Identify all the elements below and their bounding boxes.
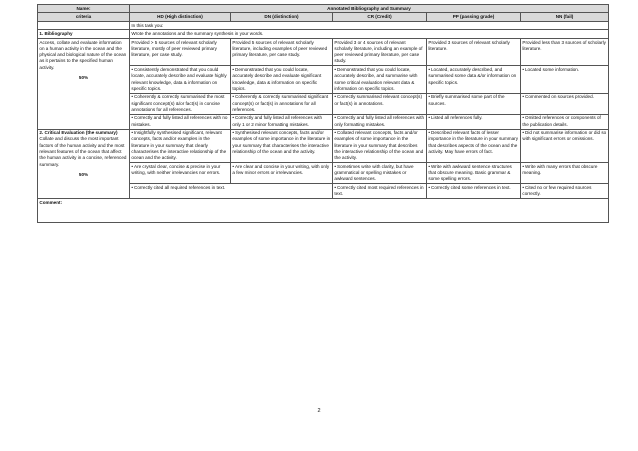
cell: • Commented on sources provided.	[521, 93, 609, 114]
cell: • Are crystal clear, concise & precise in your writing, with neither irrelevancies nor errors.	[130, 163, 231, 184]
cell: • Correctly and fully listed all references with only formatting mistakes.	[333, 114, 427, 129]
cell: • Coherently & correctly summarised significant concept(s) or fact(s) in annotations for all references.	[231, 93, 333, 114]
intro-row	[38, 21, 609, 29]
rubric-title: Annotated Bibliography and Summary	[130, 5, 609, 13]
cell: • Write with awkward sentence structures that obscure meaning. Basic grammar & some spelling errors.	[427, 163, 521, 184]
cell: • Write with many errors that obscure meaning.	[521, 163, 609, 184]
cell: • Collated relevant concepts, facts and/or examples of some importance in the literature in your summary that describes the interactive relationship of the ocean and the activity.	[333, 129, 427, 163]
cell: • Described relevant facts of lesser importance in the literature in your summary that describes aspects of the ocean and the activity. May have errors of fact.	[427, 129, 521, 163]
table-row	[38, 38, 609, 65]
table-row	[38, 30, 609, 38]
grade-header-hd: HD (High distinction)	[130, 13, 231, 21]
cell: • Correctly cited most required references in text.	[333, 184, 427, 199]
name-label: Name:	[38, 5, 130, 13]
cell: Provided > 5 sources of relevant scholarly literature, mostly of peer reviewed primary literature, per case study.	[130, 38, 231, 65]
comment-row	[38, 199, 609, 223]
table-row	[38, 129, 609, 163]
cell: • Are clear and concise in your writing, with only a few minor errors or irrelevancies.	[231, 163, 333, 184]
cell: • Briefly summarised some part of the sources.	[427, 93, 521, 114]
cell: • Listed all references fully.	[427, 114, 521, 129]
criterion-1-title: 1. Bibliography	[38, 30, 130, 38]
criterion-1-cell	[38, 38, 130, 129]
page-number: 2	[317, 408, 321, 414]
cell: • Correctly cited all required references in text.	[130, 184, 333, 199]
criterion-2-description: Collate and discuss the most important factors of the human activity and the most relevant features of the ocean that affect the human activity in a concise, referenced summary.	[39, 136, 127, 167]
cell: • Consistently demonstrated that you could locate, accurately describe and evaluate highly relevant knowledge, data & information on specific topics.	[130, 66, 231, 93]
cell: • Demonstrated that you could locate, accurately describe and evaluate significant knowledge, data & information on specific topics.	[231, 66, 333, 93]
criterion-1-overview: Wrote the annotations and the summary synthesis in your words.	[130, 30, 609, 38]
criterion-2-title: 2. Critical Evaluation (the summary)	[39, 130, 118, 136]
header-row-grades	[38, 13, 609, 21]
header-row-name	[38, 5, 609, 13]
grade-header-nn: NN (fail)	[521, 13, 609, 21]
cell: • Sometimes write with clarity, but have grammatical or spelling mistakes or awkward sentences.	[333, 163, 427, 184]
cell: • Cited no or few required sources correctly.	[521, 184, 609, 199]
criterion-1-percent: 50%	[78, 75, 89, 81]
grade-header-cr: CR (Credit)	[333, 13, 427, 21]
cell: • Synthesised relevant concepts, facts and/or examples of some importance in the literature in your summary that characterises the interactive relationship of the ocean and the activity.	[231, 129, 333, 163]
cell: • Located some information.	[521, 66, 609, 93]
criterion-1-description: Access, collate and evaluate information on a human activity in the ocean and the physical and biological nature of the ocean as it pertains to the specified human activity.	[39, 39, 127, 70]
comment-cell[interactable]	[38, 199, 609, 223]
cell: • Did not summarise information or did so with significant errors or omissions.	[521, 129, 609, 163]
criterion-2-cell	[38, 129, 130, 199]
cell: • Coherently & correctly summarised the most significant concept(s) &/or fact(s) in concise annotations for all references.	[130, 93, 231, 114]
cell: • Correctly cited some references in text.	[427, 184, 521, 199]
grade-header-dn: DN (distinction)	[231, 13, 333, 21]
criteria-header: criteria	[38, 13, 130, 21]
cell: • Correctly summarised relevant concept(s) or fact(s) in annotations.	[333, 93, 427, 114]
cell: • Demonstrated that you could locate, accurately describe, and summarise with some critical evaluation relevant data & information on specific topics.	[333, 66, 427, 93]
cell: • Omitted references or components of the publication details.	[521, 114, 609, 129]
grade-header-pp: PP (passing grade)	[427, 13, 521, 21]
comment-label: Comment:	[39, 199, 63, 205]
cell: • Insightfully synthesised significant, relevant concepts, facts and/or examples in the literature in your summary that clearly characterises the interactive relationship of the ocean and the activity.	[130, 129, 231, 163]
cell: • Located, accurately described, and summarised some data &/or information on specific topics.	[427, 66, 521, 93]
cell: Provided 3 or 4 sources of relevant scholarly literature, including an example of peer reviewed primary literature, per case study.	[333, 38, 427, 65]
cell: • Correctly and fully listed all references with no mistakes.	[130, 114, 231, 129]
cell: • Correctly and fully listed all references with only 1 or 2 minor formatting mistakes.	[231, 114, 333, 129]
criterion-2-percent: 50%	[78, 171, 89, 177]
cell: Provided 3 sources of relevant scholarly literature.	[427, 38, 521, 65]
cell: Provided less than 3 sources of scholarly literature.	[521, 38, 609, 65]
cell: Provided 5 sources of relevant scholarly literature, including examples of peer reviewed primary literature, per case study.	[231, 38, 333, 65]
intro-text: In this task you:	[130, 21, 609, 29]
rubric-table	[37, 4, 609, 223]
